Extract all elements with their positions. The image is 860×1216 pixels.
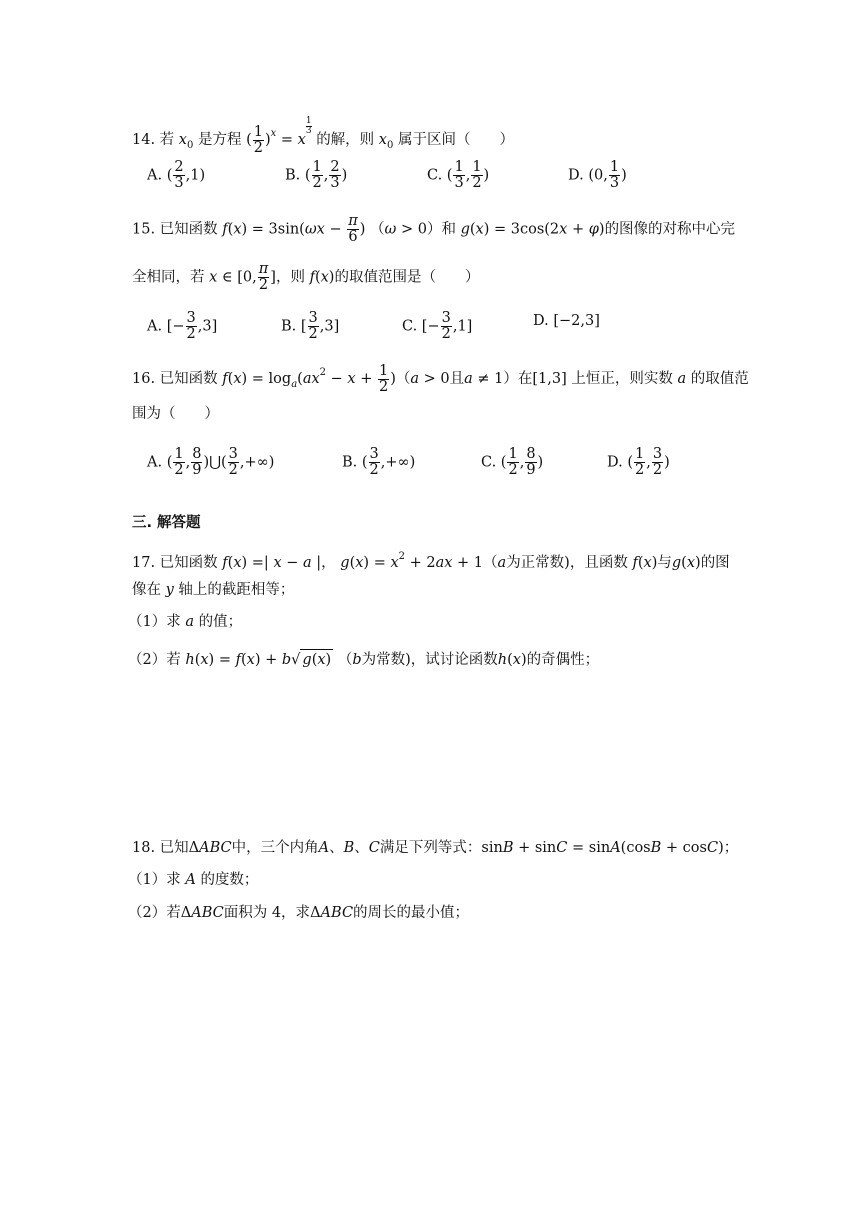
question-17-part2: （2）若 h(x) = f(x) + b√ g(x) （b为常数)，试讨论函数h(x)的奇偶性； (128, 649, 599, 670)
option-b: B. [ $\frac{3}{2}$ ,3] (281, 310, 340, 342)
option-c: C. ( $\frac{1}{3}$ , $\frac{1}{2}$ ) (427, 159, 490, 191)
question-17: 17. 已知函数 f(x) =| x − a |， $g(x) = x^2 + 2ax + 1(a$为正常数)，且函数 f(x)与g(x)的图 (132, 551, 730, 571)
question-number: 15. (132, 221, 156, 238)
question-number: 14. (132, 132, 156, 148)
question-number: 18. (132, 840, 156, 856)
option-b: B. ( $\frac{1}{2}$ , $\frac{2}{3}$ ) (285, 159, 348, 191)
question-18-part1: （1）求 A 的度数； (128, 872, 259, 888)
option-d: D. [−2,3] (533, 313, 600, 329)
option-a: A. ( $\frac{2}{3}$ ,1) (147, 159, 206, 191)
option-a: A. [− $\frac{3}{2}$ ,3] (147, 310, 218, 342)
question-17-line2: 像在 y 轴上的截距相等； (132, 582, 295, 598)
question-18-part2: （2）若ΔABC面积为 4，求ΔABC的周长的最小值； (128, 905, 470, 921)
question-17-part1: （1）求 a 的值； (128, 614, 243, 630)
question-14: 14. 若 $x_0$ 是方程 ( $\frac{1}{2}$ )$^x$ = x $\frac{1}{3}$ 的解，则 $x_0$ 属于区间（ ） (132, 116, 514, 156)
option-b: B. ( $\frac{3}{2}$ ,+∞) (342, 446, 416, 478)
section-heading: 三. 解答题 (132, 515, 201, 531)
question-15-line2: 全相同，若 x ∈ [0, $\frac{\pi}{2}$ ]，则 f(x)的取值范围是（ ） (132, 261, 480, 293)
option-a: A. ( $\frac{1}{2}$ , $\frac{8}{9}$ )⋃( $\frac{3}{2}$ ,+∞) (147, 446, 275, 478)
option-c: C. ( $\frac{1}{2}$ , $\frac{8}{9}$ ) (481, 446, 544, 478)
math-expression: ( $\frac{1}{2}$ )$^x$ = x $\frac{1}{3}$ (246, 116, 312, 156)
question-number: 17. (132, 555, 156, 571)
question-16: 16. 已知函数 $f(x) = \log_a(ax^2 - x$ + $\frac{1}{2}$ )（a > 0且a ≠ 1）在[1,3] 上恒正，则实数 a 的取值范 (132, 362, 749, 395)
option-d: D. ( $\frac{1}{2}$ , $\frac{3}{2}$ ) (607, 446, 670, 478)
option-d: D. (0, $\frac{1}{3}$ ) (568, 159, 627, 191)
question-15: 15. 已知函数 f(x) = 3sin(ωx − $\frac{\pi}{6}$ ) （ω > 0）和 g(x) = 3cos(2x + φ)的图像的对称中心完 (132, 213, 736, 245)
option-c: C. [− $\frac{3}{2}$ ,1] (402, 310, 473, 342)
question-16-line2: 围为（ ） (132, 406, 219, 422)
question-18: 18. 已知ΔABC中，三个内角A、B、C满足下列等式：sinB + sinC = sinA(cosB + cosC)； (132, 840, 739, 856)
question-number: 16. (132, 371, 156, 387)
